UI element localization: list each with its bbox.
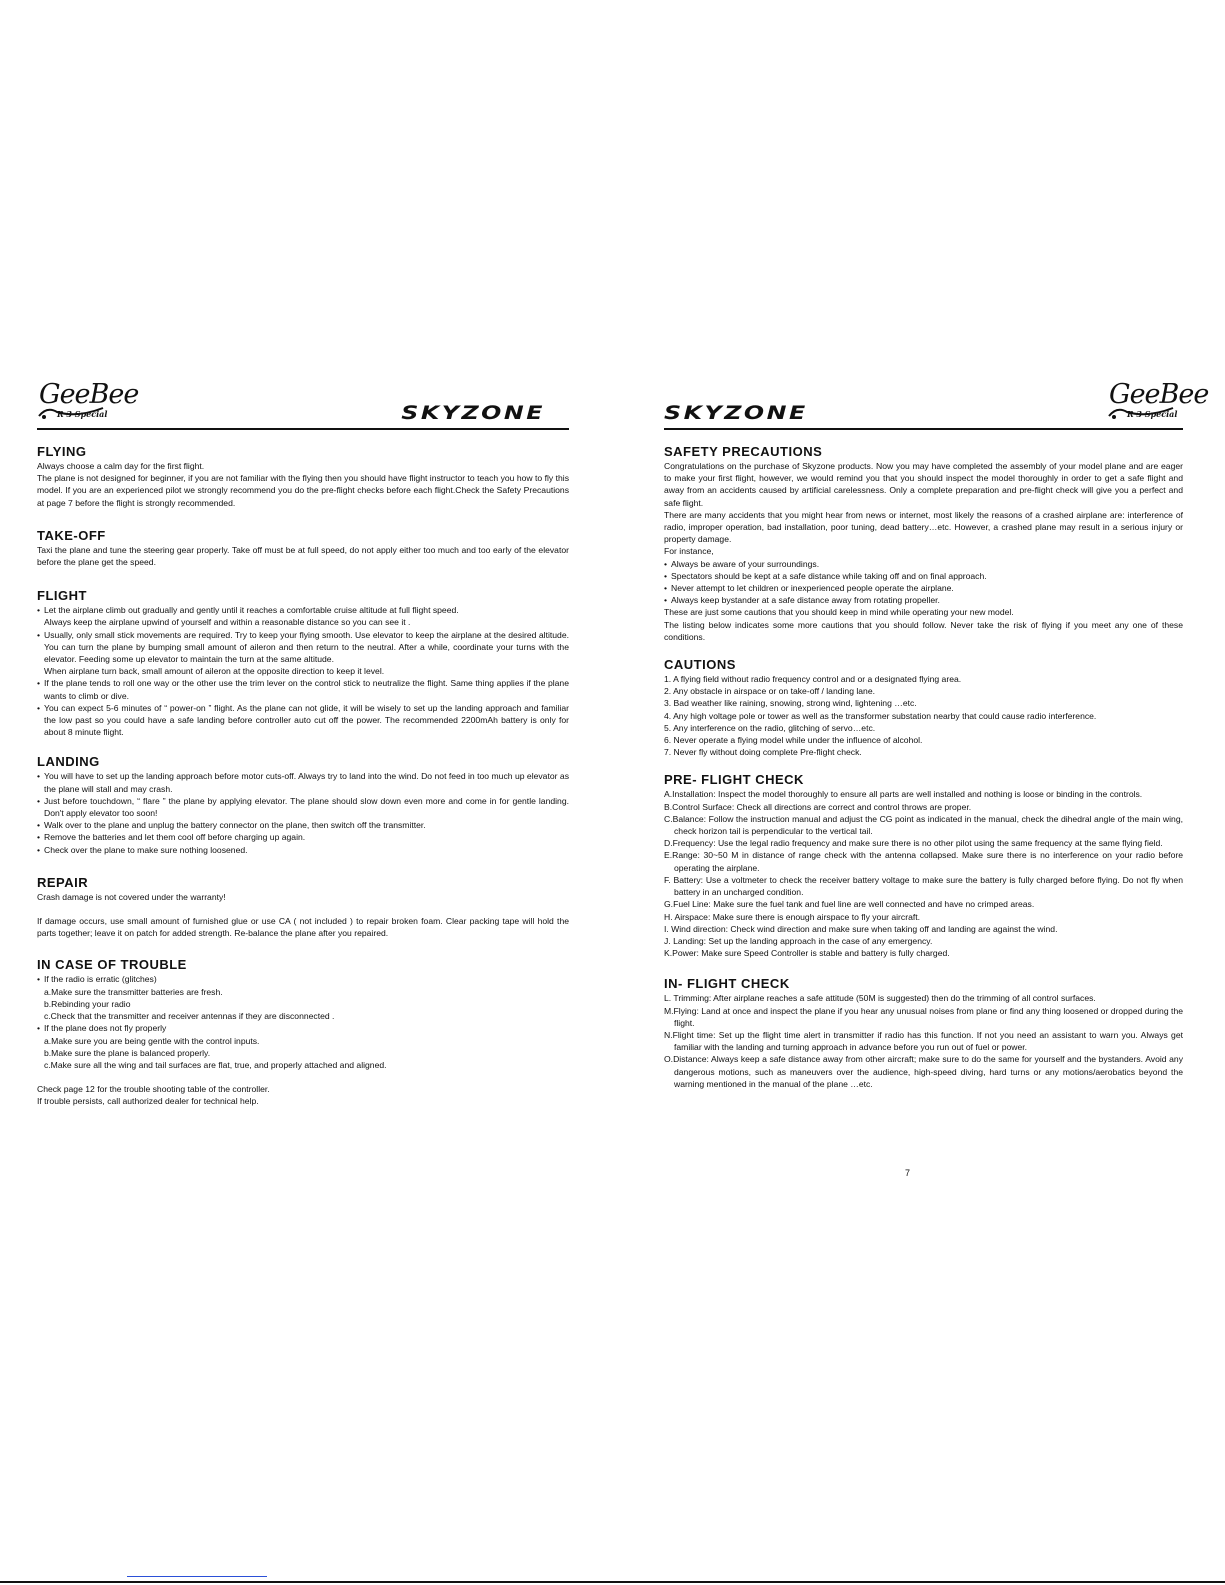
paragraph: These are just some cautions that you should keep in mind while operating your new model. bbox=[664, 607, 1014, 618]
list-item: • Walk over to the plane and unplug the battery connector on the plane, then switch off the transmitter. bbox=[37, 819, 569, 831]
inflight-section bbox=[664, 976, 1183, 1090]
list-item: F. Battery: Use a voltmeter to check the receiver battery voltage to make sure the battery is fully charged before flying. Do not fly when battery in an uncharged condition. bbox=[664, 874, 1183, 898]
list-item: L. Trimming: After airplane reaches a safe attitude (50M is suggested) then do the trimming of all control surfaces. bbox=[664, 993, 1096, 1004]
list-item-continued: Always keep the airplane upwind of yourself and within a reasonable distance so you can see it . bbox=[44, 617, 411, 628]
list-item: • Always be aware of your surroundings. bbox=[664, 558, 1183, 570]
flying-section bbox=[37, 444, 569, 509]
geebee-logo bbox=[1107, 379, 1209, 424]
right-page bbox=[664, 379, 1209, 1090]
footer-link-underline bbox=[127, 1576, 267, 1577]
list-item: 7. Never fly without doing complete Pre-flight check. bbox=[664, 747, 862, 758]
list-item: • If the plane does not fly properly bbox=[37, 1022, 569, 1034]
section-title: LANDING bbox=[37, 754, 100, 770]
list-item: C.Balance: Follow the instruction manual and adjust the CG point as indicated in the manual, check the dihedral angle of the main wing, check horizon tail is perpendicular to the vertical tail. bbox=[664, 813, 1183, 837]
section-title: CAUTIONS bbox=[664, 657, 736, 673]
takeoff-section bbox=[37, 528, 569, 568]
paragraph: The plane is not designed for beginner, if you are not familiar with the flying then you should have flight instructor to teach you how to fly this model. If you are an experienced pilot we strongly recommend you do the pre-flight checks before each flight.Check the Safety Precautions at page 7 before the flight is strongly recommended. bbox=[37, 473, 569, 508]
footer-rule bbox=[0, 1581, 1225, 1583]
list-item: 4. Any high voltage pole or tower as well as the transformer substation nearby that could cause radio interference. bbox=[664, 710, 1097, 721]
list-item: N.Flight time: Set up the flight time alert in transmitter if radio has this function. If not you need an assistant to warn you. Always get familiar with the landing and turning approach in advance before you run out of fuel or power. bbox=[664, 1029, 1183, 1053]
page-number: 7 bbox=[905, 1168, 911, 1178]
list-item: • You can expect 5-6 minutes of “ power-on ” flight. As the plane can not glide, it will be wisely to set up the landing approach and familiar the low past so you could have a safe landing before controller auto cut off the power. The recommended 2200mAh battery is only for about 8 minute flight. bbox=[37, 702, 569, 739]
left-page bbox=[37, 380, 569, 1108]
section-title: TAKE-OFF bbox=[37, 527, 106, 543]
section-title: FLYING bbox=[37, 444, 87, 459]
flight-section bbox=[37, 588, 569, 738]
list-item: 2. Any obstacle in airspace or on take-off / landing lane. bbox=[664, 686, 875, 697]
logo-script: GeeBee bbox=[39, 379, 139, 410]
list-item: • Always keep bystander at a safe distance away from rotating propeller. bbox=[664, 594, 1183, 606]
paragraph: Taxi the plane and tune the steering gear properly. Take off must be at full speed, do not apply either too much and too early of the elevator before the plane get the speed. bbox=[37, 544, 569, 568]
logo-script: GeeBee bbox=[1109, 379, 1209, 410]
paragraph: Always choose a calm day for the first flight. bbox=[37, 461, 205, 471]
list-item: H. Airspace: Make sure there is enough airspace to fly your aircraft. bbox=[664, 911, 921, 922]
sub-item: a.Make sure you are being gentle with the control inputs. bbox=[44, 1035, 260, 1046]
sub-item: c.Make sure all the wing and tail surfaces are flat, true, and properly attached and aligned. bbox=[44, 1059, 387, 1070]
trouble-section bbox=[37, 957, 569, 1107]
list-item: • Spectators should be kept at a safe distance while taking off and on final approach. bbox=[664, 570, 1183, 582]
list-item: 5. Any interference on the radio, glitching of servo…etc. bbox=[664, 722, 876, 733]
paragraph: Crash damage is not covered under the warranty! bbox=[37, 891, 226, 902]
section-title: IN CASE OF TROUBLE bbox=[37, 957, 187, 973]
list-item: • Just before touchdown, “ flare ” the plane by applying elevator. The plane should slow down even more and come in for gentle landing. Don't apply elevator too soon! bbox=[37, 795, 569, 819]
section-title: SAFETY PRECAUTIONS bbox=[664, 444, 823, 459]
list-item: E.Range: 30~50 M in distance of range check with the antenna collapsed. Make sure there is no interference on your radio before operating the airplane. bbox=[664, 850, 1183, 873]
list-item: A.Installation: Inspect the model thoroughly to ensure all parts are well installed and nothing is loose or binding in the controls. bbox=[664, 789, 1143, 800]
paragraph: Congratulations on the purchase of Skyzone products. Now you may have completed the assembly of your model plane and are eager to make your first flight, however, we would remind you that you should inspect the model thoroughly in order to get a safe flight and away from an accidents caused by artificial carelessness. Only a complete preparation and pre-flight check will give you a perfect and safe flight. bbox=[664, 461, 1183, 508]
list-item: O.Distance: Always keep a safe distance away from other aircraft; make sure to do the same for yourself and the bystanders. Avoid any dangerous motions, such as maneuvers over the audience, high-speed diving, hard turns or any motions/aerobatics beyond the warning mentioned in the manual of the plane …etc. bbox=[664, 1054, 1183, 1089]
paragraph: There are many accidents that you might hear from news or internet, most likely the reasons of a crashed airplane are: interference of radio, improper operation, bad installation, poor tuning, dead battery…etc. However, a crashed plane may result in a serious injury or property damage. bbox=[664, 509, 1183, 545]
section-title: REPAIR bbox=[37, 874, 89, 890]
paragraph: For instance, bbox=[664, 546, 714, 557]
safety-section bbox=[664, 444, 1183, 643]
section-title: PRE- FLIGHT CHECK bbox=[664, 772, 804, 788]
repair-section bbox=[37, 875, 569, 940]
list-item: 1. A flying field without radio frequency control and or a designated flying area. bbox=[664, 674, 962, 685]
list-item-continued: When airplane turn back, small amount of aileron at the opposite direction to keep it level. bbox=[44, 666, 385, 677]
list-item: • Remove the batteries and let them cool off before charging up again. bbox=[37, 831, 569, 843]
section-title: FLIGHT bbox=[37, 588, 87, 604]
geebee-logo bbox=[37, 379, 139, 424]
list-item: • Usually, only small stick movements are required. Try to keep your flying smooth. Use elevator to keep the airplane at the desired altitude. You can turn the plane by bumping small amount of aileron and then return to the neutral. After a while, coordinate your turns with the elevator. Feeding some up elevator to maintain the turn at the same altitude. bbox=[37, 629, 569, 666]
left-header bbox=[37, 380, 569, 430]
list-item: K.Power: Make sure Speed Controller is stable and battery is fully charged. bbox=[664, 948, 950, 959]
paragraph: If trouble persists, call authorized dealer for technical help. bbox=[37, 1096, 259, 1107]
right-header bbox=[664, 379, 1209, 430]
paragraph: Check page 12 for the trouble shooting table of the controller. bbox=[37, 1084, 270, 1095]
cautions-section bbox=[664, 657, 1183, 758]
section-title: IN- FLIGHT CHECK bbox=[664, 976, 790, 992]
paragraph: The listing below indicates some more cautions that you should follow. Never take the risk of flying if you meet any one of these conditions. bbox=[664, 619, 1183, 642]
list-item: • You will have to set up the landing approach before motor cuts-off. Always try to land into the wind. Do not feed in too much up elevator as the plane will stall and may crash. bbox=[37, 770, 569, 794]
list-item: • If the plane tends to roll one way or the other use the trim lever on the control stick to neutralize the flight. Same thing applies if the plane wants to climb or dive. bbox=[37, 677, 569, 701]
list-item: • Never attempt to let children or inexperienced people operate the airplane. bbox=[664, 582, 1183, 594]
paragraph: If damage occurs, use small amount of furnished glue or use CA ( not included ) to repair broken foam. Clear packing tape will hold the parts together; leave it on patch for added strength. Re-balance the plane after you repaired. bbox=[37, 916, 569, 939]
landing-section bbox=[37, 754, 569, 855]
sub-item: c.Check that the transmitter and receiver antennas if they are disconnected . bbox=[44, 1011, 335, 1022]
list-item: D.Frequency: Use the legal radio frequency and make sure there is no other pilot using the same frequency at the same flying field. bbox=[664, 838, 1163, 849]
list-item: M.Flying: Land at once and inspect the plane if you hear any unusual noises from plane or find any thing loosened or dropped during the flight. bbox=[664, 1005, 1183, 1028]
sub-item: b.Make sure the plane is balanced properly. bbox=[44, 1047, 211, 1058]
list-item: • Check over the plane to make sure nothing loosened. bbox=[37, 844, 569, 856]
logo-sub: R 3 Special bbox=[57, 409, 108, 419]
list-item: 3. Bad weather like raining, snowing, strong wind, lightening …etc. bbox=[664, 698, 917, 709]
list-item: • Let the airplane climb out gradually and gently until it reaches a comfortable cruise altitude at full flight speed. bbox=[37, 604, 569, 616]
list-item: J. Landing: Set up the landing approach in the case of any emergency. bbox=[664, 935, 933, 946]
list-item: B.Control Surface: Check all directions are correct and control throws are proper. bbox=[664, 801, 972, 812]
sub-item: a.Make sure the transmitter batteries are fresh. bbox=[44, 986, 223, 997]
logo-sub: R 3 Special bbox=[1127, 409, 1178, 419]
list-item: G.Fuel Line: Make sure the fuel tank and fuel line are well connected and have no crimped areas. bbox=[664, 899, 1035, 910]
skyzone-wordmark: SKYZONE bbox=[664, 402, 808, 424]
list-item: I. Wind direction: Check wind direction and make sure when taking off and landing are against the wind. bbox=[664, 923, 1058, 934]
sub-item: b.Rebinding your radio bbox=[44, 998, 131, 1009]
list-item: • If the radio is erratic (glitches) bbox=[37, 973, 569, 985]
skyzone-wordmark: SKYZONE bbox=[401, 402, 545, 424]
list-item: 6. Never operate a flying model while under the influence of alcohol. bbox=[664, 735, 923, 746]
preflight-section bbox=[664, 772, 1183, 959]
